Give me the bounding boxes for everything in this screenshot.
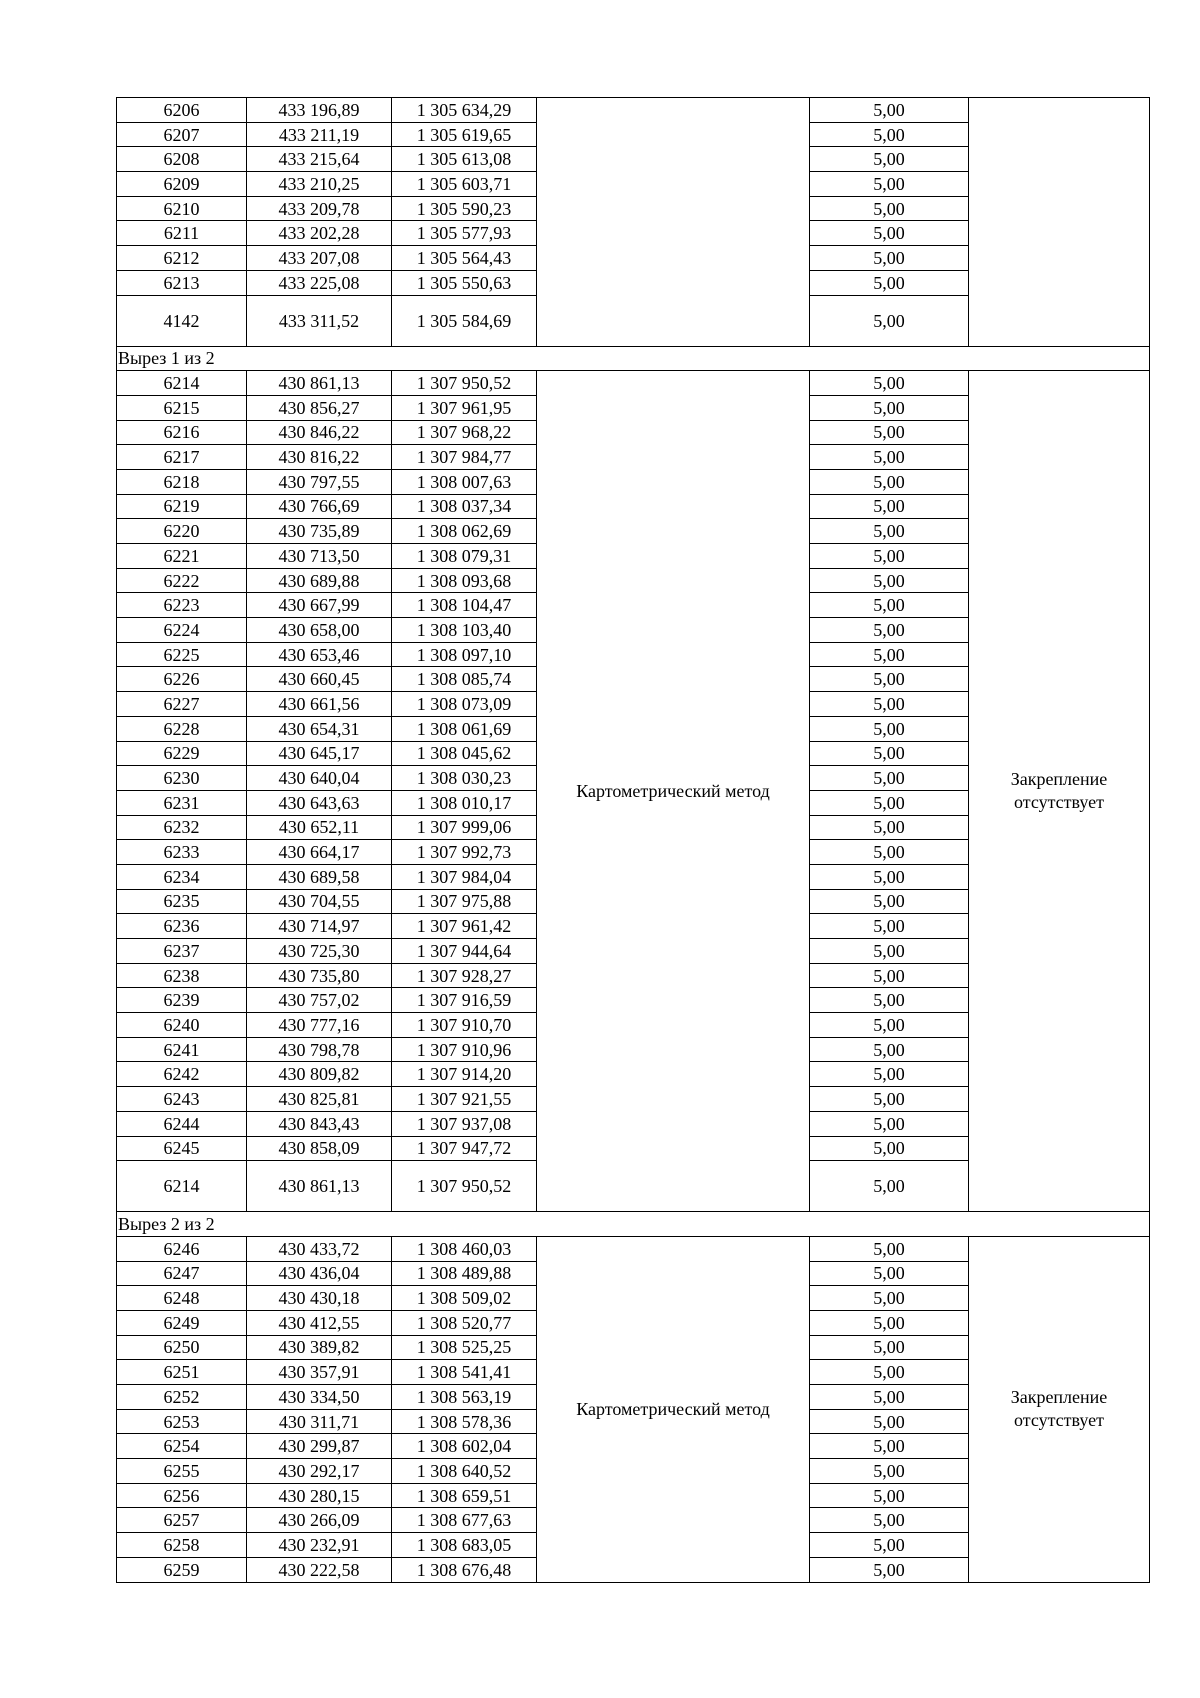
accuracy-cell: 5,00 [810,1508,969,1533]
point-number-cell: 6259 [117,1557,247,1582]
coordinates-table [116,97,1150,1583]
section-header-row [117,1212,1150,1237]
x-coordinate-cell: 430 766,69 [247,494,392,519]
accuracy-cell: 5,00 [810,98,969,123]
x-coordinate-cell: 430 640,04 [247,766,392,791]
point-number-cell: 6215 [117,395,247,420]
x-coordinate-cell: 430 825,81 [247,1087,392,1112]
x-coordinate-cell: 430 704,55 [247,889,392,914]
accuracy-cell: 5,00 [810,716,969,741]
point-number-cell: 6210 [117,196,247,221]
accuracy-cell: 5,00 [810,1013,969,1038]
x-coordinate-cell: 430 843,43 [247,1111,392,1136]
accuracy-cell: 5,00 [810,371,969,396]
accuracy-cell: 5,00 [810,815,969,840]
accuracy-cell: 5,00 [810,395,969,420]
point-number-cell: 6227 [117,692,247,717]
x-coordinate-cell: 433 225,08 [247,270,392,295]
point-number-cell: 6221 [117,544,247,569]
x-coordinate-cell: 433 207,08 [247,246,392,271]
point-number-cell: 6217 [117,445,247,470]
point-number-cell: 6245 [117,1136,247,1161]
accuracy-cell: 5,00 [810,1062,969,1087]
y-coordinate-cell: 1 308 007,63 [392,469,537,494]
y-coordinate-cell: 1 308 460,03 [392,1236,537,1261]
point-number-cell: 6254 [117,1434,247,1459]
point-number-cell: 6219 [117,494,247,519]
x-coordinate-cell: 430 797,55 [247,469,392,494]
point-number-cell: 6230 [117,766,247,791]
point-number-cell: 6231 [117,790,247,815]
accuracy-cell: 5,00 [810,1335,969,1360]
y-coordinate-cell: 1 308 683,05 [392,1533,537,1558]
point-number-cell: 6229 [117,741,247,766]
y-coordinate-cell: 1 305 634,29 [392,98,537,123]
table-row [117,98,1150,123]
method-cell: Картометрический метод [537,371,810,1212]
x-coordinate-cell: 430 856,27 [247,395,392,420]
x-coordinate-cell: 430 643,63 [247,790,392,815]
x-coordinate-cell: 430 299,87 [247,1434,392,1459]
y-coordinate-cell: 1 308 640,52 [392,1459,537,1484]
accuracy-cell: 5,00 [810,1111,969,1136]
x-coordinate-cell: 430 645,17 [247,741,392,766]
x-coordinate-cell: 433 202,28 [247,221,392,246]
point-number-cell: 6241 [117,1037,247,1062]
x-coordinate-cell: 430 689,88 [247,568,392,593]
y-coordinate-cell: 1 308 563,19 [392,1385,537,1410]
accuracy-cell: 5,00 [810,618,969,643]
fixing-cell [969,98,1150,347]
table-row [117,371,1150,396]
point-number-cell: 6250 [117,1335,247,1360]
accuracy-cell: 5,00 [810,667,969,692]
point-number-cell: 6207 [117,122,247,147]
point-number-cell: 6235 [117,889,247,914]
point-number-cell: 6212 [117,246,247,271]
x-coordinate-cell: 430 266,09 [247,1508,392,1533]
y-coordinate-cell: 1 308 104,47 [392,593,537,618]
y-coordinate-cell: 1 308 062,69 [392,519,537,544]
accuracy-cell: 5,00 [810,519,969,544]
point-number-cell: 6214 [117,371,247,396]
point-number-cell: 6248 [117,1286,247,1311]
point-number-cell: 6243 [117,1087,247,1112]
y-coordinate-cell: 1 307 914,20 [392,1062,537,1087]
point-number-cell: 6251 [117,1360,247,1385]
coordinates-table-body [117,98,1150,1583]
accuracy-cell: 5,00 [810,1286,969,1311]
x-coordinate-cell: 430 389,82 [247,1335,392,1360]
x-coordinate-cell: 430 412,55 [247,1310,392,1335]
accuracy-cell: 5,00 [810,270,969,295]
method-cell [537,98,810,347]
y-coordinate-cell: 1 307 944,64 [392,939,537,964]
point-number-cell: 6237 [117,939,247,964]
fixing-cell: Закрепление отсутствует [969,1236,1150,1582]
accuracy-cell: 5,00 [810,939,969,964]
point-number-cell: 6228 [117,716,247,741]
point-number-cell: 6214 [117,1161,247,1212]
point-number-cell: 6238 [117,963,247,988]
point-number-cell: 6223 [117,593,247,618]
point-number-cell: 6222 [117,568,247,593]
point-number-cell: 6244 [117,1111,247,1136]
y-coordinate-cell: 1 308 093,68 [392,568,537,593]
y-coordinate-cell: 1 307 984,04 [392,864,537,889]
accuracy-cell: 5,00 [810,1385,969,1410]
x-coordinate-cell: 430 357,91 [247,1360,392,1385]
accuracy-cell: 5,00 [810,544,969,569]
accuracy-cell: 5,00 [810,692,969,717]
fixing-cell: Закрепление отсутствует [969,371,1150,1212]
accuracy-cell: 5,00 [810,840,969,865]
x-coordinate-cell: 430 311,71 [247,1409,392,1434]
accuracy-cell: 5,00 [810,445,969,470]
y-coordinate-cell: 1 308 509,02 [392,1286,537,1311]
y-coordinate-cell: 1 307 950,52 [392,371,537,396]
accuracy-cell: 5,00 [810,914,969,939]
accuracy-cell: 5,00 [810,469,969,494]
point-number-cell: 6216 [117,420,247,445]
x-coordinate-cell: 433 215,64 [247,147,392,172]
method-cell: Картометрический метод [537,1236,810,1582]
point-number-cell: 6224 [117,618,247,643]
y-coordinate-cell: 1 308 578,36 [392,1409,537,1434]
x-coordinate-cell: 430 436,04 [247,1261,392,1286]
y-coordinate-cell: 1 305 550,63 [392,270,537,295]
y-coordinate-cell: 1 308 525,25 [392,1335,537,1360]
x-coordinate-cell: 430 809,82 [247,1062,392,1087]
y-coordinate-cell: 1 307 910,70 [392,1013,537,1038]
y-coordinate-cell: 1 307 910,96 [392,1037,537,1062]
x-coordinate-cell: 430 725,30 [247,939,392,964]
section-title: Вырез 2 из 2 [117,1212,1150,1237]
x-coordinate-cell: 430 232,91 [247,1533,392,1558]
accuracy-cell: 5,00 [810,1409,969,1434]
x-coordinate-cell: 430 714,97 [247,914,392,939]
section-header-row [117,346,1150,371]
accuracy-cell: 5,00 [810,1236,969,1261]
accuracy-cell: 5,00 [810,1161,969,1212]
point-number-cell: 6257 [117,1508,247,1533]
accuracy-cell: 5,00 [810,1136,969,1161]
accuracy-cell: 5,00 [810,1483,969,1508]
accuracy-cell: 5,00 [810,295,969,346]
y-coordinate-cell: 1 305 584,69 [392,295,537,346]
point-number-cell: 6246 [117,1236,247,1261]
x-coordinate-cell: 433 210,25 [247,172,392,197]
accuracy-cell: 5,00 [810,766,969,791]
accuracy-cell: 5,00 [810,246,969,271]
point-number-cell: 6236 [117,914,247,939]
x-coordinate-cell: 430 652,11 [247,815,392,840]
x-coordinate-cell: 430 433,72 [247,1236,392,1261]
point-number-cell: 6252 [117,1385,247,1410]
x-coordinate-cell: 430 664,17 [247,840,392,865]
x-coordinate-cell: 430 667,99 [247,593,392,618]
x-coordinate-cell: 430 689,58 [247,864,392,889]
accuracy-cell: 5,00 [810,1037,969,1062]
point-number-cell: 6213 [117,270,247,295]
x-coordinate-cell: 433 211,19 [247,122,392,147]
y-coordinate-cell: 1 307 961,95 [392,395,537,420]
y-coordinate-cell: 1 307 961,42 [392,914,537,939]
x-coordinate-cell: 430 757,02 [247,988,392,1013]
x-coordinate-cell: 430 777,16 [247,1013,392,1038]
point-number-cell: 6233 [117,840,247,865]
y-coordinate-cell: 1 308 541,41 [392,1360,537,1385]
y-coordinate-cell: 1 308 079,31 [392,544,537,569]
point-number-cell: 6242 [117,1062,247,1087]
accuracy-cell: 5,00 [810,1360,969,1385]
y-coordinate-cell: 1 307 968,22 [392,420,537,445]
x-coordinate-cell: 430 654,31 [247,716,392,741]
point-number-cell: 6206 [117,98,247,123]
y-coordinate-cell: 1 305 603,71 [392,172,537,197]
point-number-cell: 6232 [117,815,247,840]
y-coordinate-cell: 1 308 520,77 [392,1310,537,1335]
point-number-cell: 6253 [117,1409,247,1434]
point-number-cell: 6247 [117,1261,247,1286]
y-coordinate-cell: 1 307 921,55 [392,1087,537,1112]
y-coordinate-cell: 1 308 073,09 [392,692,537,717]
accuracy-cell: 5,00 [810,1087,969,1112]
x-coordinate-cell: 433 196,89 [247,98,392,123]
x-coordinate-cell: 430 661,56 [247,692,392,717]
y-coordinate-cell: 1 308 010,17 [392,790,537,815]
y-coordinate-cell: 1 307 947,72 [392,1136,537,1161]
point-number-cell: 6220 [117,519,247,544]
accuracy-cell: 5,00 [810,642,969,667]
y-coordinate-cell: 1 305 590,23 [392,196,537,221]
accuracy-cell: 5,00 [810,147,969,172]
y-coordinate-cell: 1 307 937,08 [392,1111,537,1136]
point-number-cell: 6226 [117,667,247,692]
x-coordinate-cell: 433 311,52 [247,295,392,346]
accuracy-cell: 5,00 [810,889,969,914]
point-number-cell: 6211 [117,221,247,246]
accuracy-cell: 5,00 [810,221,969,246]
y-coordinate-cell: 1 308 045,62 [392,741,537,766]
point-number-cell: 6234 [117,864,247,889]
point-number-cell: 6209 [117,172,247,197]
accuracy-cell: 5,00 [810,963,969,988]
point-number-cell: 6249 [117,1310,247,1335]
y-coordinate-cell: 1 305 564,43 [392,246,537,271]
accuracy-cell: 5,00 [810,1533,969,1558]
x-coordinate-cell: 430 658,00 [247,618,392,643]
accuracy-cell: 5,00 [810,1434,969,1459]
x-coordinate-cell: 430 222,58 [247,1557,392,1582]
y-coordinate-cell: 1 307 992,73 [392,840,537,865]
y-coordinate-cell: 1 308 676,48 [392,1557,537,1582]
x-coordinate-cell: 430 846,22 [247,420,392,445]
x-coordinate-cell: 430 280,15 [247,1483,392,1508]
table-row [117,1236,1150,1261]
y-coordinate-cell: 1 305 613,08 [392,147,537,172]
point-number-cell: 6255 [117,1459,247,1484]
y-coordinate-cell: 1 308 659,51 [392,1483,537,1508]
accuracy-cell: 5,00 [810,741,969,766]
x-coordinate-cell: 430 292,17 [247,1459,392,1484]
x-coordinate-cell: 430 660,45 [247,667,392,692]
accuracy-cell: 5,00 [810,1261,969,1286]
x-coordinate-cell: 430 735,89 [247,519,392,544]
x-coordinate-cell: 433 209,78 [247,196,392,221]
x-coordinate-cell: 430 798,78 [247,1037,392,1062]
y-coordinate-cell: 1 308 030,23 [392,766,537,791]
x-coordinate-cell: 430 861,13 [247,371,392,396]
x-coordinate-cell: 430 858,09 [247,1136,392,1161]
accuracy-cell: 5,00 [810,172,969,197]
x-coordinate-cell: 430 816,22 [247,445,392,470]
y-coordinate-cell: 1 308 097,10 [392,642,537,667]
accuracy-cell: 5,00 [810,1557,969,1582]
y-coordinate-cell: 1 307 916,59 [392,988,537,1013]
y-coordinate-cell: 1 308 037,34 [392,494,537,519]
y-coordinate-cell: 1 307 928,27 [392,963,537,988]
y-coordinate-cell: 1 308 677,63 [392,1508,537,1533]
y-coordinate-cell: 1 308 085,74 [392,667,537,692]
y-coordinate-cell: 1 308 103,40 [392,618,537,643]
y-coordinate-cell: 1 305 577,93 [392,221,537,246]
y-coordinate-cell: 1 307 950,52 [392,1161,537,1212]
accuracy-cell: 5,00 [810,122,969,147]
point-number-cell: 6208 [117,147,247,172]
accuracy-cell: 5,00 [810,568,969,593]
y-coordinate-cell: 1 308 061,69 [392,716,537,741]
point-number-cell: 6239 [117,988,247,1013]
x-coordinate-cell: 430 430,18 [247,1286,392,1311]
y-coordinate-cell: 1 307 975,88 [392,889,537,914]
accuracy-cell: 5,00 [810,1310,969,1335]
y-coordinate-cell: 1 307 984,77 [392,445,537,470]
accuracy-cell: 5,00 [810,494,969,519]
accuracy-cell: 5,00 [810,988,969,1013]
point-number-cell: 6258 [117,1533,247,1558]
point-number-cell: 6218 [117,469,247,494]
point-number-cell: 6240 [117,1013,247,1038]
y-coordinate-cell: 1 308 602,04 [392,1434,537,1459]
x-coordinate-cell: 430 334,50 [247,1385,392,1410]
y-coordinate-cell: 1 305 619,65 [392,122,537,147]
x-coordinate-cell: 430 735,80 [247,963,392,988]
point-number-cell: 6225 [117,642,247,667]
point-number-cell: 4142 [117,295,247,346]
accuracy-cell: 5,00 [810,420,969,445]
y-coordinate-cell: 1 308 489,88 [392,1261,537,1286]
x-coordinate-cell: 430 653,46 [247,642,392,667]
x-coordinate-cell: 430 861,13 [247,1161,392,1212]
accuracy-cell: 5,00 [810,790,969,815]
accuracy-cell: 5,00 [810,593,969,618]
accuracy-cell: 5,00 [810,1459,969,1484]
y-coordinate-cell: 1 307 999,06 [392,815,537,840]
section-title: Вырез 1 из 2 [117,346,1150,371]
accuracy-cell: 5,00 [810,196,969,221]
point-number-cell: 6256 [117,1483,247,1508]
accuracy-cell: 5,00 [810,864,969,889]
x-coordinate-cell: 430 713,50 [247,544,392,569]
